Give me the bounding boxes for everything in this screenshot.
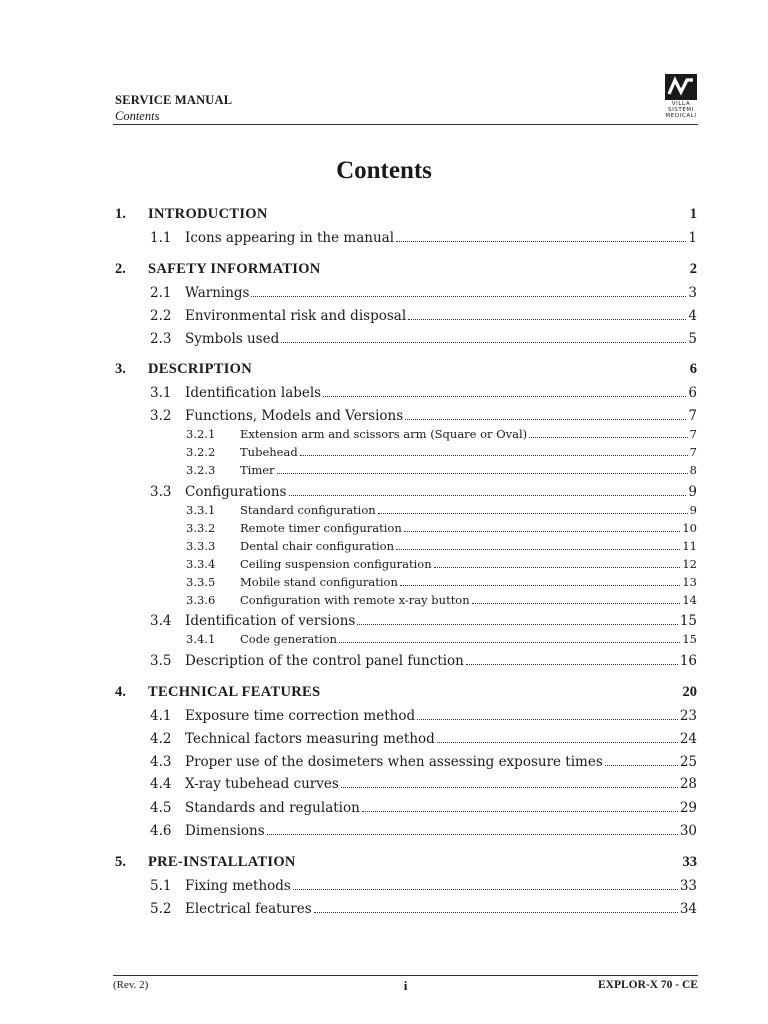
- toc-entry-page: 15: [679, 613, 697, 629]
- toc-entry-number: 3.: [115, 361, 126, 377]
- toc-section-entry: [150, 823, 697, 839]
- toc-entry-title: Configuration with remote x-ray button: [240, 593, 470, 607]
- toc-dot-leader: [396, 240, 686, 242]
- toc-entry-number: 3.3: [150, 484, 172, 500]
- toc-entry-page: 9: [689, 503, 697, 517]
- toc-entry-title: PRE-INSTALLATION: [148, 854, 296, 870]
- toc-entry-page: 8: [689, 463, 697, 477]
- toc-entry-title: Proper use of the dosimeters when assessing exposure times: [185, 754, 603, 770]
- toc-entry-number: 3.2.3: [186, 463, 216, 477]
- toc-entry-page: 7: [689, 445, 697, 459]
- logo-text: [665, 101, 697, 119]
- toc-entry-page: 13: [682, 575, 697, 589]
- toc-entry-title: Standard configuration: [240, 503, 376, 517]
- toc-dot-leader: [417, 718, 678, 720]
- toc-section-entry: [150, 308, 697, 324]
- toc-dot-leader: [378, 512, 688, 514]
- toc-dot-leader: [408, 318, 686, 320]
- toc-dot-leader: [281, 341, 686, 343]
- toc-subsection-entry: [186, 427, 697, 441]
- toc-entry-number: 3.3.6: [186, 593, 216, 607]
- toc-entry-title: X-ray tubehead curves: [185, 776, 339, 792]
- toc-entry-page: 7: [689, 427, 697, 441]
- page-number: i: [403, 978, 408, 993]
- toc-entry-page: 34: [679, 901, 697, 917]
- model-name: EXPLOR-X 70 - CE: [598, 979, 698, 991]
- toc-dot-leader: [277, 472, 688, 474]
- toc-dot-leader: [314, 911, 678, 913]
- toc-entry-page: 6: [689, 361, 697, 377]
- toc-section-entry: [150, 878, 697, 894]
- toc-entry-title: Dental chair configuration: [240, 539, 394, 553]
- toc-section-entry: [150, 754, 697, 770]
- toc-entry-number: 5.2: [150, 901, 172, 917]
- toc-entry-page: 9: [688, 484, 697, 500]
- toc-entry-number: 1.1: [150, 230, 172, 246]
- toc-entry-page: 12: [682, 557, 697, 571]
- toc-dot-leader: [400, 584, 680, 586]
- toc-entry-page: 15: [682, 632, 697, 646]
- revision-label: (Rev. 2): [113, 979, 149, 991]
- toc-section-entry: [150, 800, 697, 816]
- toc-section-entry: [150, 613, 697, 629]
- toc-entry-number: 3.5: [150, 653, 172, 669]
- toc-entry-title: Identification of versions: [185, 613, 356, 629]
- header-divider: [113, 124, 698, 125]
- toc-entry-number: 4.: [115, 684, 126, 700]
- toc-section-entry: [150, 285, 697, 301]
- toc-entry-number: 3.1: [150, 385, 172, 401]
- toc-entry-title: Icons appearing in the manual: [185, 230, 395, 246]
- toc-entry-number: 2.1: [150, 285, 172, 301]
- toc-dot-leader: [289, 494, 687, 496]
- toc-entry-number: 3.2.1: [186, 427, 216, 441]
- toc-entry-title: Symbols used: [185, 331, 280, 347]
- toc-subsection-entry: [186, 575, 697, 589]
- toc-entry-number: 3.4: [150, 613, 172, 629]
- toc-entry-number: 3.3.3: [186, 539, 216, 553]
- toc-entry-page: 28: [679, 776, 697, 792]
- toc-entry-title: Remote timer configuration: [240, 521, 402, 535]
- toc-entry-page: 3: [688, 285, 697, 301]
- toc-entry-number: 4.1: [150, 708, 172, 724]
- toc-section-entry: [150, 731, 697, 747]
- toc-entry-title: Standards and regulation: [185, 800, 360, 816]
- toc-dot-leader: [437, 741, 678, 743]
- toc-entry-number: 2.3: [150, 331, 172, 347]
- toc-entry-title: Environmental risk and disposal: [185, 308, 407, 324]
- toc-dot-leader: [341, 786, 678, 788]
- toc-entry-title: Fixing methods: [185, 878, 291, 894]
- manual-title: SERVICE MANUAL: [115, 93, 233, 107]
- toc-entry-page: 30: [679, 823, 697, 839]
- toc-entry-page: 25: [679, 754, 697, 770]
- toc-entry-title: SAFETY INFORMATION: [148, 261, 321, 277]
- toc-entry-page: 10: [682, 521, 697, 535]
- toc-entry-page: 5: [688, 331, 697, 347]
- toc-entry-number: 3.3.4: [186, 557, 216, 571]
- toc-section-entry: [150, 230, 697, 246]
- toc-section-entry: [150, 708, 697, 724]
- toc-entry-number: 3.2.2: [186, 445, 216, 459]
- page-footer: [113, 979, 698, 995]
- toc-entry-number: 2.2: [150, 308, 172, 324]
- toc-dot-leader: [466, 663, 678, 665]
- toc-entry-page: 23: [679, 708, 697, 724]
- toc-entry-page: 1: [688, 230, 697, 246]
- toc-subsection-entry: [186, 445, 697, 459]
- toc-section-entry: [150, 408, 697, 424]
- toc-entry-page: 7: [688, 408, 697, 424]
- toc-entry-title: Timer: [240, 463, 275, 477]
- toc-entry-number: 3.3.5: [186, 575, 216, 589]
- toc-entry-title: Code generation: [240, 632, 337, 646]
- company-logo: [665, 74, 697, 124]
- toc-entry-page: 4: [688, 308, 697, 324]
- toc-dot-leader: [529, 436, 688, 438]
- toc-dot-leader: [267, 833, 678, 835]
- toc-dot-leader: [362, 810, 678, 812]
- toc-dot-leader: [404, 530, 681, 532]
- toc-section-entry: [150, 385, 697, 401]
- toc-subsection-entry: [186, 521, 697, 535]
- toc-entry-number: 4.5: [150, 800, 172, 816]
- toc-entry-number: 1.: [115, 206, 126, 222]
- toc-entry-title: DESCRIPTION: [148, 361, 253, 377]
- toc-chapter-entry: [115, 261, 697, 283]
- toc-section-entry: [150, 901, 697, 917]
- toc-entry-number: 5.: [115, 854, 126, 870]
- toc-dot-leader: [323, 395, 686, 397]
- toc-entry-number: 4.3: [150, 754, 172, 770]
- toc-section-entry: [150, 653, 697, 669]
- logo-text-line: MEDICALI: [665, 113, 697, 119]
- toc-entry-number: 2.: [115, 261, 126, 277]
- toc-entry-title: Identification labels: [185, 385, 322, 401]
- toc-subsection-entry: [186, 557, 697, 571]
- toc-entry-title: Tubehead: [240, 445, 298, 459]
- toc-entry-page: 14: [682, 593, 697, 607]
- toc-entry-page: 1: [689, 206, 697, 222]
- page-title: Contents: [336, 157, 432, 184]
- toc-dot-leader: [434, 566, 681, 568]
- toc-entry-page: 2: [689, 261, 697, 277]
- toc-entry-number: 4.4: [150, 776, 172, 792]
- toc-entry-number: 3.2: [150, 408, 172, 424]
- toc-chapter-entry: [115, 361, 697, 383]
- logo-mark-icon: [665, 74, 697, 100]
- toc-entry-title: Configurations: [185, 484, 287, 500]
- toc-entry-title: Extension arm and scissors arm (Square or Oval): [240, 427, 528, 441]
- toc-entry-page: 6: [688, 385, 697, 401]
- toc-dot-leader: [405, 418, 686, 420]
- toc-entry-number: 3.3.2: [186, 521, 216, 535]
- toc-entry-number: 4.2: [150, 731, 172, 747]
- toc-entry-number: 3.3.1: [186, 503, 216, 517]
- toc-dot-leader: [605, 764, 678, 766]
- toc-subsection-entry: [186, 632, 697, 646]
- toc-dot-leader: [357, 623, 677, 625]
- toc-dot-leader: [396, 548, 680, 550]
- logo-text-line: VILLA: [671, 101, 691, 107]
- footer-divider: [113, 975, 698, 976]
- toc-entry-number: 4.6: [150, 823, 172, 839]
- toc-dot-leader: [339, 641, 680, 643]
- toc-entry-page: 33: [682, 854, 697, 870]
- toc-chapter-entry: [115, 684, 697, 706]
- toc-entry-title: Description of the control panel function: [185, 653, 464, 669]
- toc-entry-number: 3.4.1: [186, 632, 216, 646]
- toc-entry-page: 11: [682, 539, 697, 553]
- toc-chapter-entry: [115, 854, 697, 876]
- toc-subsection-entry: [186, 503, 697, 517]
- section-subtitle: Contents: [115, 109, 160, 123]
- page-header: [115, 93, 697, 124]
- toc-entry-title: Exposure time correction method: [185, 708, 416, 724]
- toc-entry-title: INTRODUCTION: [148, 206, 268, 222]
- toc-dot-leader: [251, 295, 686, 297]
- toc-subsection-entry: [186, 463, 697, 477]
- toc-entry-page: 20: [682, 684, 697, 700]
- toc-dot-leader: [300, 454, 688, 456]
- toc-entry-title: Electrical features: [185, 901, 312, 917]
- toc-entry-page: 33: [679, 878, 697, 894]
- toc-section-entry: [150, 484, 697, 500]
- toc-entry-title: TECHNICAL FEATURES: [148, 684, 321, 700]
- toc-entry-page: 29: [679, 800, 697, 816]
- toc-section-entry: [150, 776, 697, 792]
- toc-entry-title: Warnings: [185, 285, 250, 301]
- toc-entry-page: 16: [679, 653, 697, 669]
- toc-entry-title: Mobile stand configuration: [240, 575, 398, 589]
- toc-dot-leader: [472, 602, 681, 604]
- toc-dot-leader: [293, 888, 678, 890]
- toc-entry-title: Ceiling suspension configuration: [240, 557, 432, 571]
- toc-entry-number: 5.1: [150, 878, 172, 894]
- toc-subsection-entry: [186, 593, 697, 607]
- toc-section-entry: [150, 331, 697, 347]
- logo-text-line: SISTEMI: [667, 107, 694, 113]
- toc-subsection-entry: [186, 539, 697, 553]
- toc-entry-page: 24: [679, 731, 697, 747]
- toc-entry-title: Dimensions: [185, 823, 265, 839]
- toc-entry-title: Technical factors measuring method: [185, 731, 435, 747]
- toc-entry-title: Functions, Models and Versions: [185, 408, 404, 424]
- toc-chapter-entry: [115, 206, 697, 228]
